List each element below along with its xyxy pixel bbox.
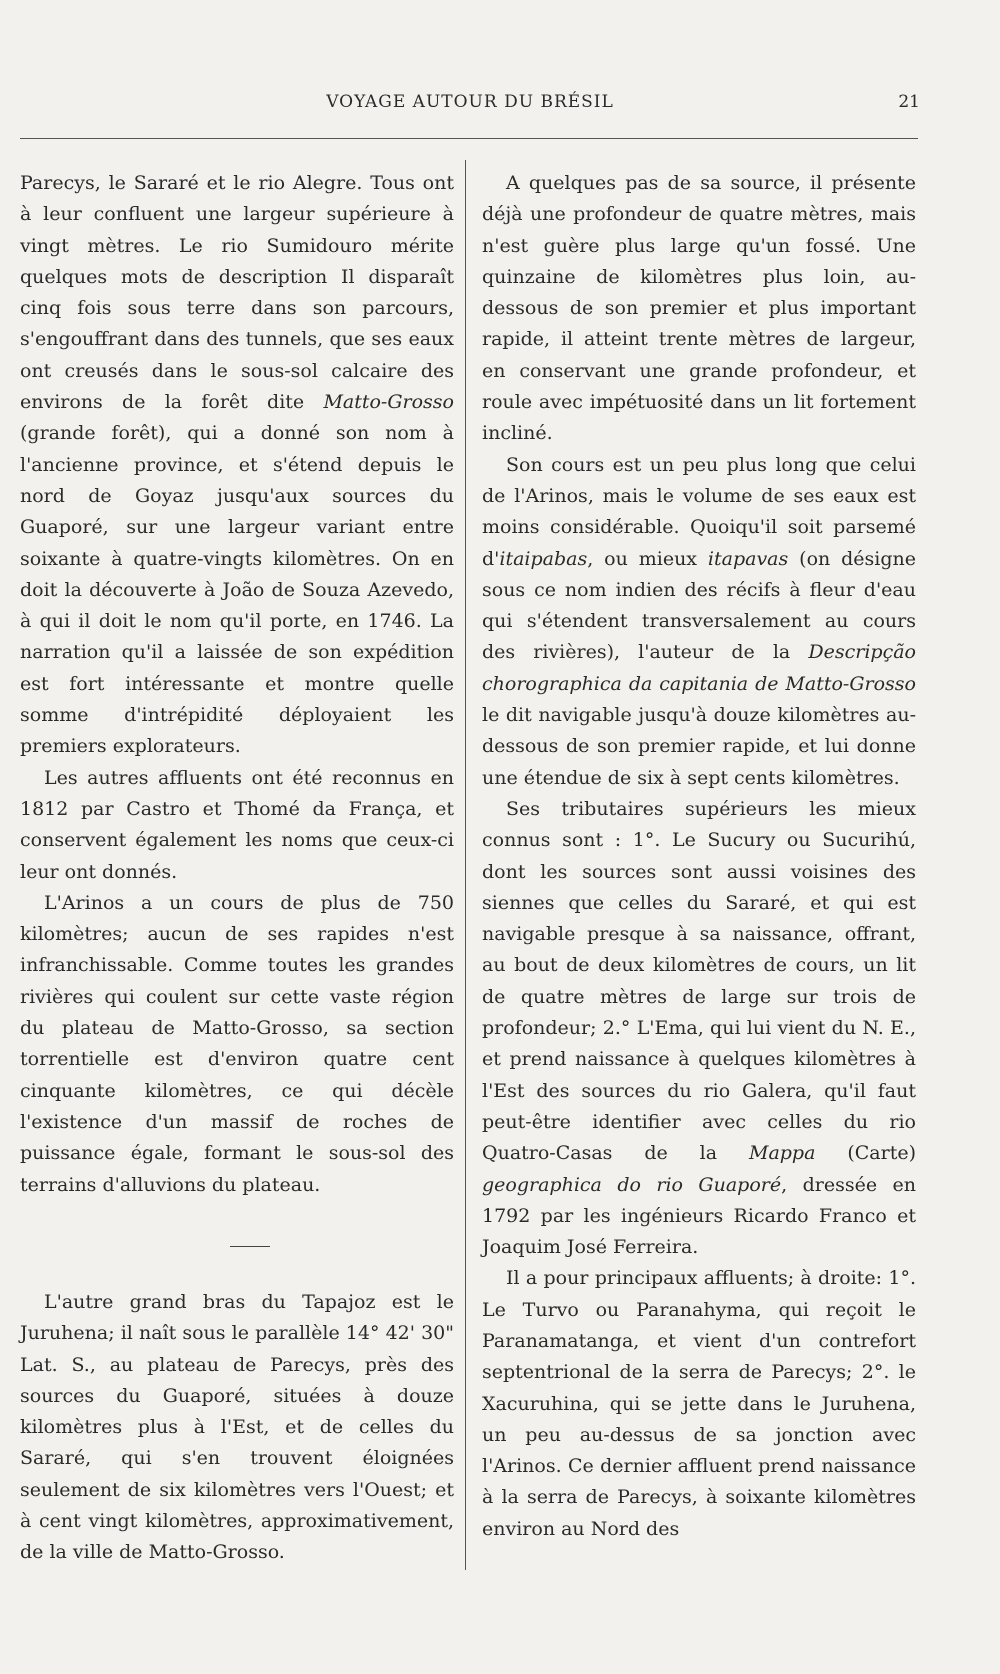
- paragraph: Il a pour principaux affluents; à droite: 1°. Le Turvo ou Paranahyma, qui reçoit le Paranamatanga, et vient d'un contrefort septentrional de la serra de Parecys; 2°. le Xacuruhina, qui se jette dans le Juruhena, un peu au-dessus de sa jonction avec l'Arinos. Ce dernier affluent prend naissance à la serra de Parecys, à soixante kilomètres environ au Nord des: [482, 1267, 916, 1540]
- italic-text: Mappa: [748, 1142, 816, 1165]
- running-title: VOYAGE AUTOUR DU BRÉSIL: [326, 92, 614, 112]
- paragraph: A quelques pas de sa source, il présente déjà une profondeur de quatre mètres, mais n'est guère plus large qu'un fossé. Une quinzaine de kilomètres plus loin, au-dessous de son premier et plus important rapide, il atteint trente mètres de largeur, en conservant une grande profondeur, et roule avec impétuosité dans un lit fortement incliné.: [482, 172, 916, 445]
- left-column-lower: [20, 1287, 454, 1569]
- text-run: Parecys, le Sararé et le rio Alegre. Tous ont à leur confluent une largeur supérieure à vingt mètres. Le rio Sumidouro mérite quelques mots de description Il disparaît cinq fois sous terre dans son parcours, s'engouffrant dans des tunnels, que ses eaux ont creusés dans le sous-sol calcaire des environs de la forêt dite: [20, 172, 454, 414]
- italic-text: Descripção chorographica da capitania de Matto-Grosso: [482, 641, 916, 695]
- paragraph: L'Arinos a un cours de plus de 750 kilomètres; aucun de ses rapides n'est infranchissable. Comme toutes les grandes rivières qui coulent sur cette vaste région du plateau de Matto-Grosso, sa section torrentielle est d'environ quatre cent cinquante kilomètres, ce qui décèle l'existence d'un massif de roches de puissance égale, formant le sous-sol des terrains d'alluvions du plateau.: [20, 891, 454, 1196]
- section-separator: [230, 1246, 270, 1247]
- text-run: (on désigne sous ce nom indien des récifs à fleur d'eau qui s'étendent transversalement au cours des rivières), l'auteur de la: [482, 547, 917, 664]
- right-column: [482, 168, 916, 1545]
- text-run: (grande forêt), qui a donné son nom à l'ancienne province, et s'étend depuis le nord de Goyaz jusqu'aux sources du Guaporé, sur une largeur variant entre soixante à quatre-vingts kilomètres. On en doit la découverte à João de Souza Azevedo, à qui il doit le nom qu'il porte, en 1746. La narration qu'il a laissée de son expédition est fort intéressante et montre quelle somme d'intrépidité déployaient les premiers explorateurs.: [20, 422, 454, 758]
- page-number: 21: [898, 92, 920, 112]
- left-column: [20, 168, 454, 1201]
- text-run: Son cours est un peu plus long que celui de l'Arinos, mais le volume de ses eaux est moins considérable. Quoiqu'il soit parsemé d': [482, 453, 916, 570]
- text-run: (Carte): [815, 1142, 916, 1165]
- italic-text: itaipabas: [499, 547, 588, 570]
- text-run: , dressée en 1792 par les ingénieurs Ricardo Franco et Joaquim José Ferreira.: [482, 1173, 916, 1259]
- paragraph: Les autres affluents ont été reconnus en 1812 par Castro et Thomé da França, et conservent également les noms que ceux-ci leur ont donnés.: [20, 766, 454, 883]
- text-run: le dit navigable jusqu'à douze kilomètres au-dessous de son premier rapide, et lui donne une étendue de six à sept cents kilomètres.: [482, 704, 916, 789]
- paragraph: [482, 794, 916, 1263]
- paragraph: [20, 168, 454, 763]
- paragraph: L'autre grand bras du Tapajoz est le Juruhena; il naît sous le parallèle 14° 42' 30" Lat. S., au plateau de Parecys, près des sources du Guaporé, situées à douze kilomètres plus à l'Est, et de celles du Sararé, qui s'en trouvent éloignées seulement de six kilomètres vers l'Ouest; et à cent vingt kilomètres, approximativement, de la ville de Matto-Grosso.: [20, 1291, 454, 1564]
- italic-text: itapavas: [707, 547, 789, 570]
- italic-text: geographica do rio Guaporé: [482, 1173, 782, 1196]
- page-header: [20, 90, 920, 120]
- paragraph: [482, 450, 916, 794]
- italic-text: Matto-Grosso: [323, 391, 454, 414]
- text-run: , ou mieux: [587, 547, 708, 570]
- header-rule: [20, 138, 918, 139]
- column-divider: [465, 160, 466, 1570]
- text-run: Ses tributaires supérieurs les mieux connus sont : 1°. Le Sucury ou Sucurihú, dont les sources sont aussi voisines des siennes que celles du Sararé, et qui est navigable presque à sa naissance, offrant, au bout de deux kilomètres de cours, un lit de quatre mètres de large sur trois de profondeur; 2.° L'Ema, qui lui vient du N. E., et prend naissance à quelques kilomètres à l'Est des sources du rio Galera, qu'il faut peut-être identifier avec celles du rio Quatro-Casas de la: [482, 797, 916, 1165]
